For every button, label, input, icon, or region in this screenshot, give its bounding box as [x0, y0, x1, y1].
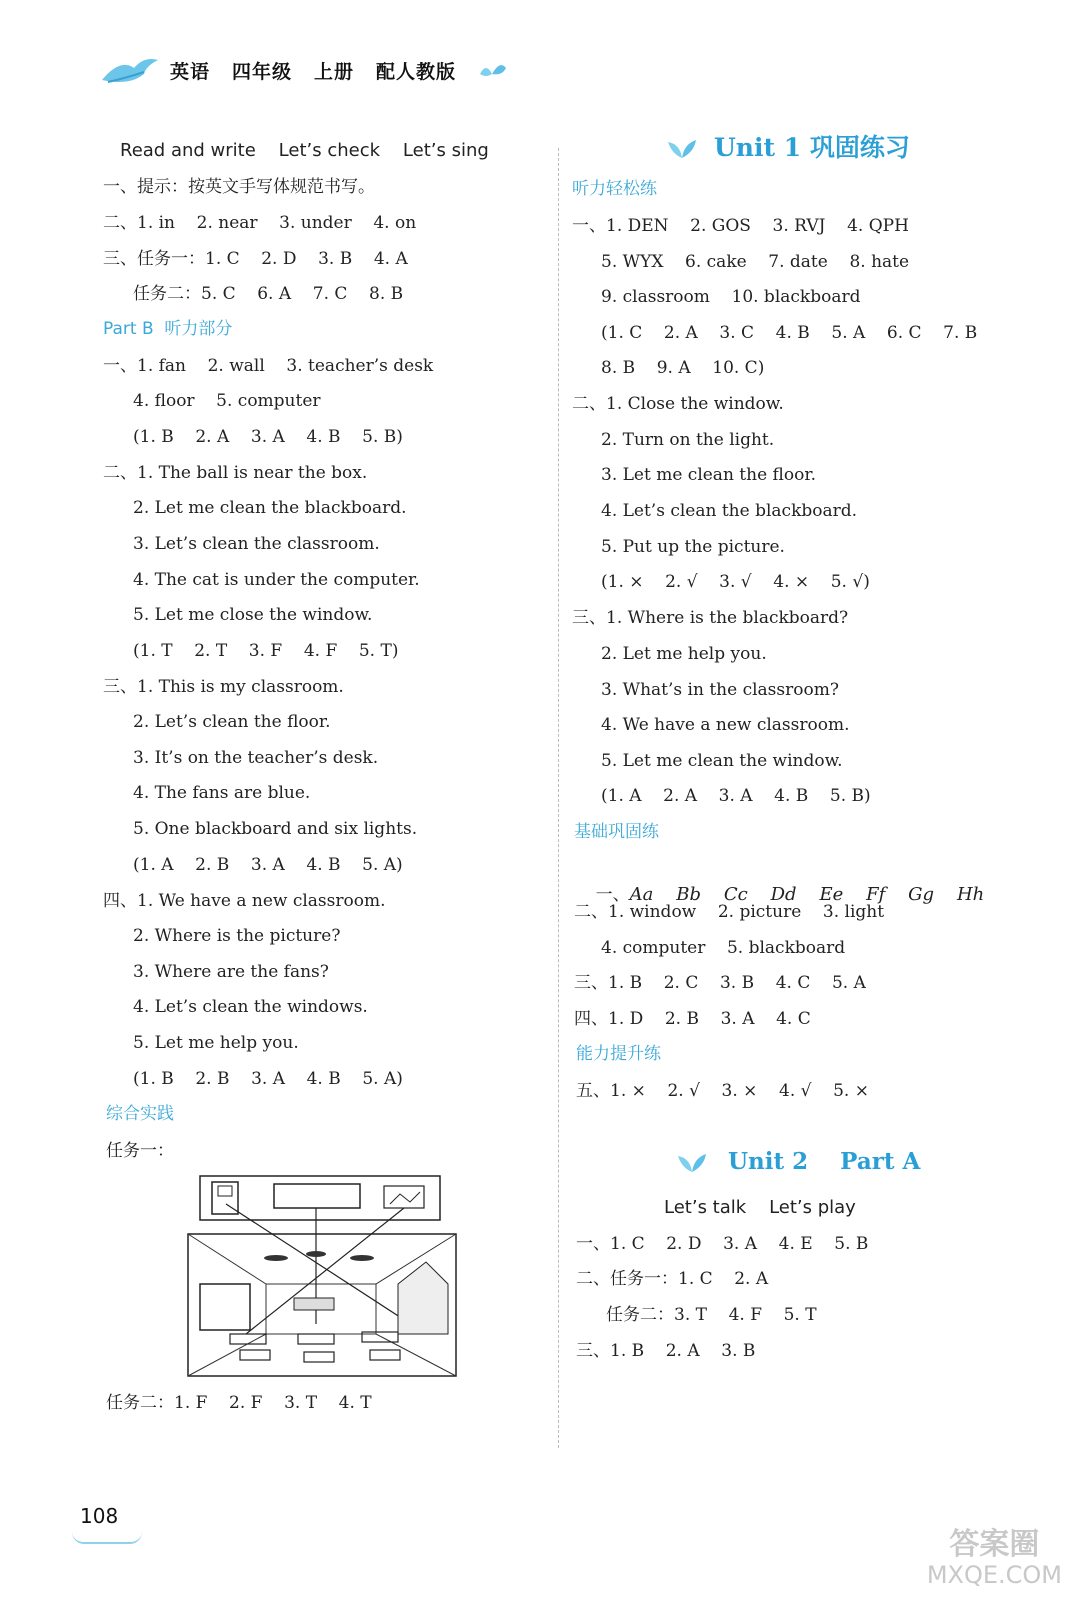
section-heading: Part B 听力部分	[103, 319, 233, 339]
answer-line: 3. Let’s clean the classroom.	[133, 534, 380, 554]
answer-line: 5. Let me help you.	[133, 1033, 299, 1053]
answer-line: 2. Turn on the light.	[601, 430, 775, 450]
answer-line: 5. WYX 6. cake 7. date 8. hate	[601, 252, 910, 272]
answer-line: 4. computer 5. blackboard	[601, 938, 846, 958]
answer-line: 4. The fans are blue.	[133, 783, 311, 803]
answer-line: 3. Where are the fans?	[133, 962, 329, 982]
answer-line: (1. A 2. A 3. A 4. B 5. B)	[601, 786, 871, 806]
answer-number: 一、	[595, 885, 630, 905]
edition-label: 配人教版	[376, 60, 457, 83]
answer-line: 5. One blackboard and six lights.	[133, 819, 418, 839]
answer-line: (1. B 2. B 3. A 4. B 5. A)	[133, 1069, 403, 1089]
answer-line: 二、1. The ball is near the box.	[103, 463, 368, 483]
answer-line: 3. It’s on the teacher’s desk.	[133, 748, 379, 768]
leaf-icon	[478, 60, 508, 80]
page-number-underline	[72, 1532, 142, 1544]
column-divider	[558, 148, 559, 1448]
answer-line: 一、1. C 2. D 3. A 4. E 5. B	[576, 1234, 869, 1254]
answer-line: 二、任务一：1. C 2. A	[576, 1269, 769, 1289]
answer-line: 二、1. in 2. near 3. under 4. on	[103, 213, 417, 233]
answer-line: 2. Let me clean the blackboard.	[133, 498, 407, 518]
unit2-heading	[676, 1150, 920, 1174]
answer-line: (1. × 2. √ 3. √ 4. × 5. √)	[601, 572, 870, 592]
answer-line: 8. B 9. A 10. C)	[601, 358, 765, 378]
answer-line: 9. classroom 10. blackboard	[601, 287, 861, 307]
section-heading: 基础巩固练	[574, 822, 659, 842]
answer-line: 2. Let’s clean the floor.	[133, 712, 331, 732]
answer-line: 4. floor 5. computer	[133, 391, 321, 411]
classroom-matching-illustration	[186, 1174, 458, 1378]
answer-line: 一、提示：按英文手写体规范书写。	[103, 177, 375, 197]
watermark-line2: MXQE.COM	[926, 1561, 1062, 1589]
bird-logo-icon	[100, 52, 160, 88]
answer-line: 2. Where is the picture?	[133, 926, 341, 946]
answer-line: 三、1. B 2. A 3. B	[576, 1341, 756, 1361]
subject-label: 英语	[170, 60, 211, 83]
section-heading: 听力轻松练	[572, 179, 657, 199]
answer-line: 三、1. Where is the blackboard?	[572, 608, 849, 628]
unit2-title: Unit 2 Part A	[728, 1148, 921, 1175]
answer-line: (1. A 2. B 3. A 4. B 5. A)	[133, 855, 403, 875]
handwriting-letters: Aa Bb Cc Dd Ee Ff Gg Hh	[629, 884, 985, 905]
answer-line: 5. Put up the picture.	[601, 537, 785, 557]
grade-label: 四年级	[232, 60, 293, 83]
leaf-icon	[676, 1150, 708, 1174]
answer-line: 4. Let’s clean the windows.	[133, 997, 368, 1017]
answer-line: 任务二：3. T 4. F 5. T	[606, 1305, 817, 1325]
watermark	[926, 1527, 1062, 1590]
volume-label: 上册	[314, 60, 355, 83]
answer-line: 任务二：1. F 2. F 3. T 4. T	[106, 1393, 372, 1413]
watermark-line1: 答案圈	[949, 1527, 1040, 1562]
answer-line: 五、1. × 2. √ 3. × 4. √ 5. ×	[576, 1081, 869, 1101]
answer-line: (1. C 2. A 3. C 4. B 5. A 6. C 7. B	[601, 323, 978, 343]
answer-line: 任务一：	[106, 1141, 174, 1161]
answer-line: 二、1. Close the window.	[572, 394, 784, 414]
answer-line: 5. Let me close the window.	[133, 605, 373, 625]
answer-line: 5. Let me clean the window.	[601, 751, 843, 771]
answer-line: 二、1. window 2. picture 3. light	[574, 902, 885, 922]
section-heading: 综合实践	[106, 1104, 174, 1124]
unit1-heading	[666, 133, 910, 162]
section-heading: 能力提升练	[576, 1044, 661, 1064]
unit2-subtitle: Let’s talk Let’s play	[664, 1197, 856, 1218]
left-subtitle: Read and write Let’s check Let’s sing	[120, 140, 489, 161]
unit1-title: Unit 1 巩固练习	[714, 133, 910, 162]
answer-line: 4. Let’s clean the blackboard.	[601, 501, 858, 521]
answer-line: 三、1. This is my classroom.	[103, 677, 344, 697]
page-header	[100, 52, 508, 88]
answer-line: 3. Let me clean the floor.	[601, 465, 817, 485]
leaf-icon	[666, 136, 698, 160]
answer-line: 4. The cat is under the computer.	[133, 570, 420, 590]
answer-line: 四、1. We have a new classroom.	[103, 891, 386, 911]
answer-line: 3. What’s in the classroom?	[601, 680, 839, 700]
answer-line: (1. B 2. A 3. A 4. B 5. B)	[133, 427, 403, 447]
answer-line: 三、1. B 2. C 3. B 4. C 5. A	[574, 973, 866, 993]
answer-line: 三、任务一：1. C 2. D 3. B 4. A	[103, 249, 408, 269]
answer-line: 四、1. D 2. B 3. A 4. C	[574, 1009, 811, 1029]
page-number: 108	[80, 1504, 119, 1528]
answer-line: 2. Let me help you.	[601, 644, 767, 664]
answer-line: 任务二：5. C 6. A 7. C 8. B	[133, 284, 404, 304]
answer-line: (1. T 2. T 3. F 4. F 5. T)	[133, 641, 399, 661]
answer-line: 一、1. DEN 2. GOS 3. RVJ 4. QPH	[572, 216, 909, 236]
answer-line: 4. We have a new classroom.	[601, 715, 850, 735]
answer-line: 一、1. fan 2. wall 3. teacher’s desk	[103, 356, 434, 376]
